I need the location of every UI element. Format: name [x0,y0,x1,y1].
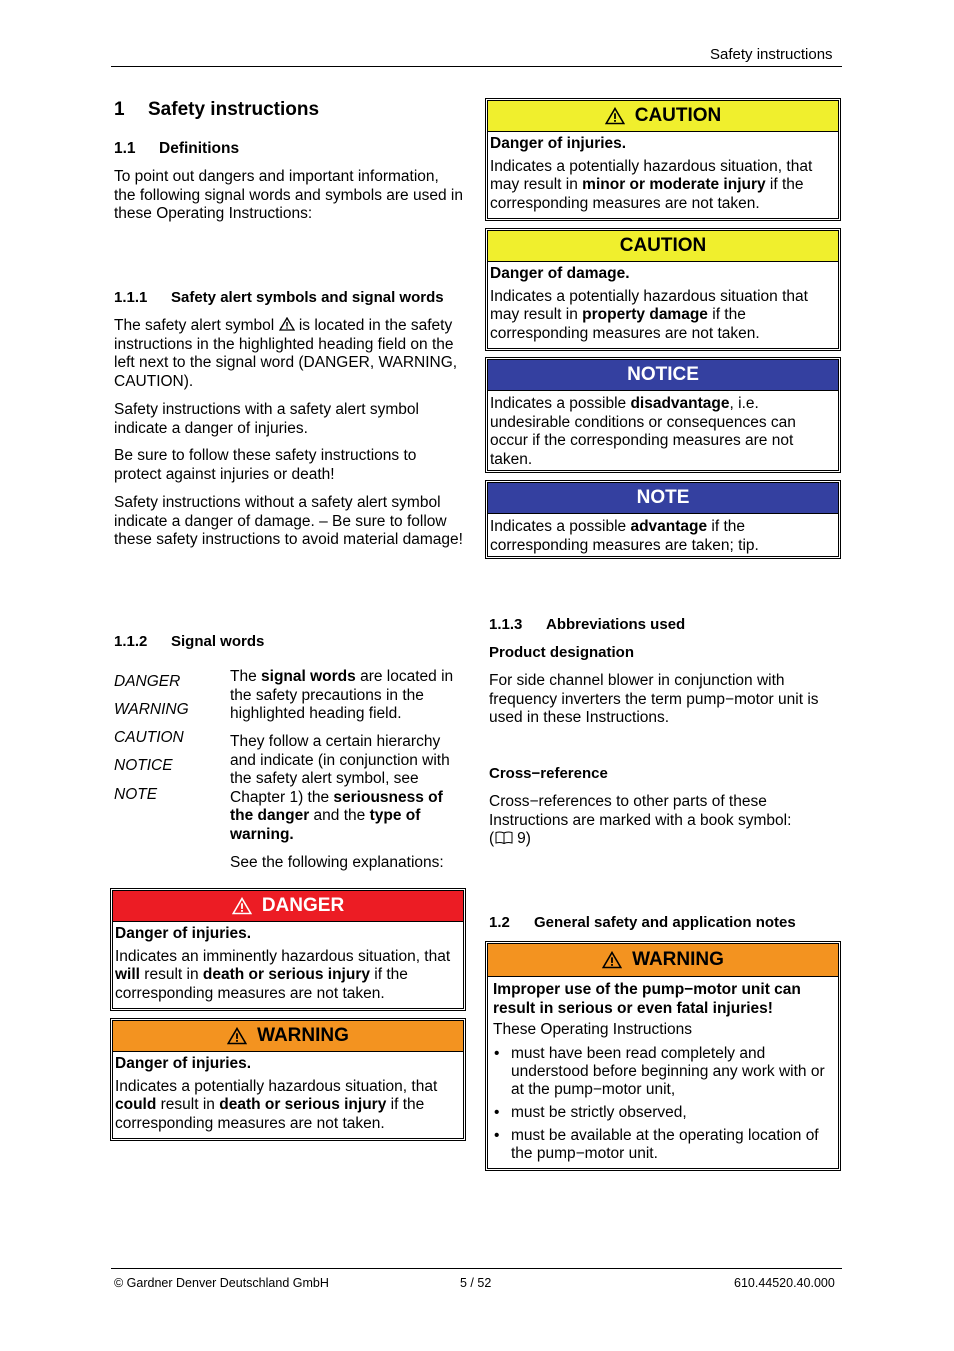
text-bold: could [115,1096,157,1113]
warning-band [488,944,838,977]
warning-text [115,1078,461,1134]
warning-label: WARNING [632,949,724,970]
section-number: 1.1.3 [489,616,523,633]
note-band [488,483,838,514]
book-icon [495,831,513,844]
text-bold: seriousness of the danger [230,788,443,824]
warning-triangle-icon [602,951,622,969]
text-bold: type of warning. [230,807,421,843]
general-warning-box [485,941,841,1171]
warning-band [113,1021,463,1052]
note-box [485,480,841,559]
warning-title: Improper use of the pump−motor unit can result in serious or even fatal injuries! [493,981,801,1017]
note-label: NOTE [636,487,690,508]
warning-box [110,1018,466,1141]
signal-word-caution: CAUTION [114,729,184,746]
danger-box [110,888,466,1011]
text: 9) [517,830,531,847]
signal-word-notice: NOTICE [114,757,173,774]
text: Indicates a possible [490,518,631,535]
text: They follow a certain hierarchy and indicate (in conjunction with the safety alert symbol, see Chapter 1) the [230,733,450,806]
text: if the corresponding measures are taken; tip. [490,518,759,554]
warning-triangle-icon [279,317,295,331]
text-bold: will [115,966,140,983]
caution-title: Danger of damage. [490,265,630,282]
notice-band [488,360,838,391]
danger-band [113,891,463,922]
section-title: General safety and application notes [534,914,796,931]
product-designation-text: For side channel blower in conjunction with frequency inverters the term pump−motor unit is used in these Instructions. [489,672,819,726]
text-bold: death or serious injury [219,1096,387,1113]
text: Indicates a potentially hazardous situation, that [115,1077,438,1095]
text-bold: death or serious injury [202,966,370,983]
caution-damage-box [485,228,841,351]
warning-triangle-icon [605,107,625,125]
cross-reference-text [489,793,829,849]
product-designation-heading: Product designation [489,644,635,661]
footer-copyright: © Gardner Denver Deutschland GmbH [114,1276,329,1290]
section-title: Signal words [171,633,265,650]
signal-words-para-1 [230,668,466,724]
signal-words-para-2 [230,733,466,844]
section-title: Abbreviations used [546,616,686,633]
footer-rule [111,1268,842,1269]
section-number: 1.1.2 [114,633,148,650]
caution-text [490,158,836,214]
text: Indicates a potentially hazardous situation, that may result in [490,157,813,193]
caution-injury-box [485,98,841,221]
caution-text [490,288,836,344]
text: if the corresponding measures are not taken. [115,1096,425,1132]
warning-title: Danger of injuries. [115,1055,252,1072]
definitions-text: To point out dangers and important information, the following signal words and symbols are used in these Operating Instructions: [114,168,463,222]
text: result in [139,966,203,983]
footer-document-number: 610.44520.40.000 [734,1276,835,1290]
text: ( [489,830,495,847]
section-1-1-1-heading [114,289,444,306]
text: if the corresponding measures are not taken. [115,966,408,1002]
section-title: Safety alert symbols and signal words [171,289,444,306]
section-number: 1.1.1 [114,289,148,306]
notice-label: NOTICE [627,364,699,385]
signal-word-note: NOTE [114,786,158,803]
cross-reference-heading: Cross−reference [489,765,608,782]
text-bold: advantage [630,518,708,535]
alert-symbol-paragraph [114,317,466,391]
section-title: Definitions [159,140,240,157]
text: Indicates an imminently hazardous situation, that [115,947,451,965]
signal-word-danger: DANGER [114,673,181,690]
caution-title: Danger of injuries. [490,135,627,152]
signal-word-warning: WARNING [114,701,189,718]
text: , i.e. undesirable conditions or consequences can occur if the corresponding measures are not taken. [490,395,796,468]
text-bold: minor or moderate injury [582,176,766,193]
footer-page-number: 5 / 52 [460,1276,492,1290]
alert-paragraph-4: Safety instructions without a safety alert symbol indicate a danger of damage. – Be sure to follow these safety instructions to avoid material damage! [114,494,463,548]
text: are located in the safety precautions in the highlighted heading field. [230,668,454,722]
text: if the corresponding measures are not taken. [490,176,804,212]
text: if the corresponding measures are not taken. [490,306,760,342]
text: Indicates a potentially hazardous situation that may result in [490,287,808,323]
danger-text [115,948,461,1004]
list-item: • must have been read completely and understood before beginning any work with or at the pump−motor unit, [493,1045,834,1099]
text: Cross−references to other parts of these Instructions are marked with a book symbol: [489,793,792,829]
text-bold: signal words [261,668,356,685]
section-1-heading [114,99,319,121]
warning-label: WARNING [257,1025,349,1046]
note-text [490,518,836,555]
notice-text [490,395,836,469]
danger-label: DANGER [261,895,345,916]
text: The [230,668,262,685]
caution-label: CAUTION [634,105,722,126]
text-bold: disadvantage [630,395,730,412]
section-number: 1.2 [489,914,510,931]
caution-band [488,101,838,132]
text: and the [309,807,370,824]
text: result in [156,1096,220,1113]
notice-box [485,357,841,473]
text-bold: property damage [582,306,708,323]
warning-triangle-icon [232,897,252,915]
section-1-1-2-heading [114,633,264,650]
section-number: 1 [114,99,125,120]
caution-label: CAUTION [619,235,707,256]
running-header: Safety instructions [710,46,833,63]
caution-band [488,231,838,262]
alert-paragraph-3: Be sure to follow these safety instructions to protect against injuries or death! [114,447,417,483]
header-rule [111,66,842,67]
section-1-1-3-heading [489,616,685,633]
section-1-1-heading [114,140,239,158]
warning-triangle-icon [227,1027,247,1045]
danger-title: Danger of injuries. [115,925,252,942]
section-1-2-heading [489,914,796,931]
text: Indicates a possible [490,395,631,412]
alert-paragraph-2: Safety instructions with a safety alert symbol indicate a danger of injuries. [114,401,419,437]
section-title: Safety instructions [148,99,320,120]
signal-words-para-3: See the following explanations: [230,854,444,871]
list-item: • must be strictly observed, [493,1104,834,1122]
list-item: • must be available at the operating location of the pump−motor unit. [493,1127,834,1163]
warning-list [493,1045,834,1163]
text: The safety alert symbol [114,317,279,334]
text: is located in the safety instructions in the highlighted heading field on the left next to the signal word (DANGER, WARNING, CAUTION). [114,317,458,390]
section-number: 1.1 [114,140,136,157]
warning-intro: These Operating Instructions [493,1021,693,1038]
